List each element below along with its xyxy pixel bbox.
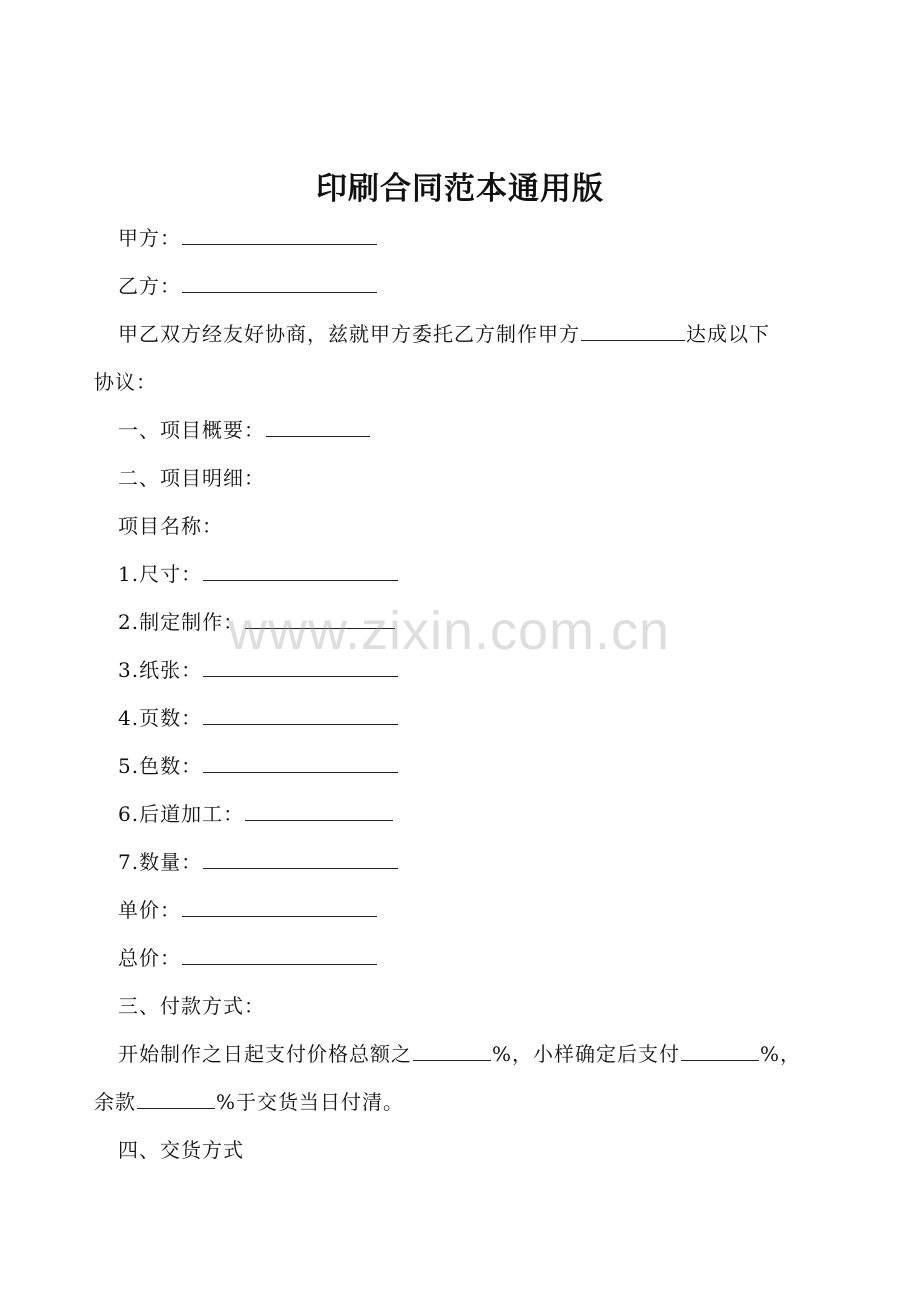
document-title: 印刷合同范本通用版	[316, 171, 604, 207]
party-a-blank[interactable]	[182, 224, 377, 245]
party-a-line	[118, 224, 378, 252]
unit-price-label: 单价：	[118, 898, 181, 922]
item-label: 1.尺寸：	[118, 562, 203, 586]
item-label: 2.制定制作：	[118, 610, 245, 634]
section2-heading	[118, 464, 265, 492]
total-price-blank[interactable]	[182, 944, 377, 965]
party-b-line	[118, 272, 378, 300]
item-blank[interactable]	[203, 704, 398, 725]
item-blank[interactable]	[203, 560, 398, 581]
item-line	[118, 848, 399, 876]
total-price-label: 总价：	[118, 946, 181, 970]
item-blank[interactable]	[203, 752, 398, 773]
payment-line	[118, 1040, 801, 1068]
intro-text-2: 达成以下	[686, 322, 770, 346]
intro-blank[interactable]	[581, 320, 685, 341]
total-price-line	[118, 944, 378, 972]
section4-heading	[118, 1136, 244, 1164]
payment-blank-3[interactable]	[137, 1088, 215, 1109]
payment-text-2: %，小样确定后支付	[492, 1042, 681, 1066]
section1-blank[interactable]	[266, 416, 370, 437]
payment-text-5: %于交货当日付清。	[216, 1090, 405, 1114]
payment-blank-1[interactable]	[413, 1040, 491, 1061]
section2-label: 二、项目明细：	[118, 466, 265, 490]
unit-price-line	[118, 896, 378, 924]
watermark: www.zixin.com.cn	[228, 601, 671, 661]
party-b-label: 乙方：	[118, 274, 181, 298]
item-label: 6.后道加工：	[118, 802, 245, 826]
intro-text-1: 甲乙双方经友好协商，兹就甲方委托乙方制作甲方	[118, 322, 580, 346]
intro-text-3: 协议：	[94, 370, 157, 394]
section3-heading	[118, 992, 265, 1020]
unit-price-blank[interactable]	[182, 896, 377, 917]
intro-continuation	[94, 368, 157, 396]
item-name-line	[118, 512, 223, 540]
item-label: 7.数量：	[118, 850, 203, 874]
payment-text-4: 余款	[94, 1090, 136, 1114]
item-label: 4.页数：	[118, 706, 203, 730]
item-label: 5.色数：	[118, 754, 203, 778]
section3-label: 三、付款方式：	[118, 994, 265, 1018]
payment-text-3: %，	[760, 1042, 802, 1066]
item-line	[118, 560, 399, 588]
intro-line	[118, 320, 770, 348]
item-name-label: 项目名称：	[118, 514, 223, 538]
section1-line	[118, 416, 371, 444]
payment-line-2	[94, 1088, 404, 1116]
payment-text-1: 开始制作之日起支付价格总额之	[118, 1042, 412, 1066]
item-blank[interactable]	[203, 848, 398, 869]
item-line	[118, 800, 394, 828]
item-line	[118, 752, 399, 780]
section1-label: 一、项目概要：	[118, 418, 265, 442]
item-line	[118, 704, 399, 732]
party-a-label: 甲方：	[118, 226, 181, 250]
party-b-blank[interactable]	[182, 272, 377, 293]
item-blank[interactable]	[245, 800, 393, 821]
item-label: 3.纸张：	[118, 658, 203, 682]
payment-blank-2[interactable]	[681, 1040, 759, 1061]
section4-label: 四、交货方式	[118, 1138, 244, 1162]
